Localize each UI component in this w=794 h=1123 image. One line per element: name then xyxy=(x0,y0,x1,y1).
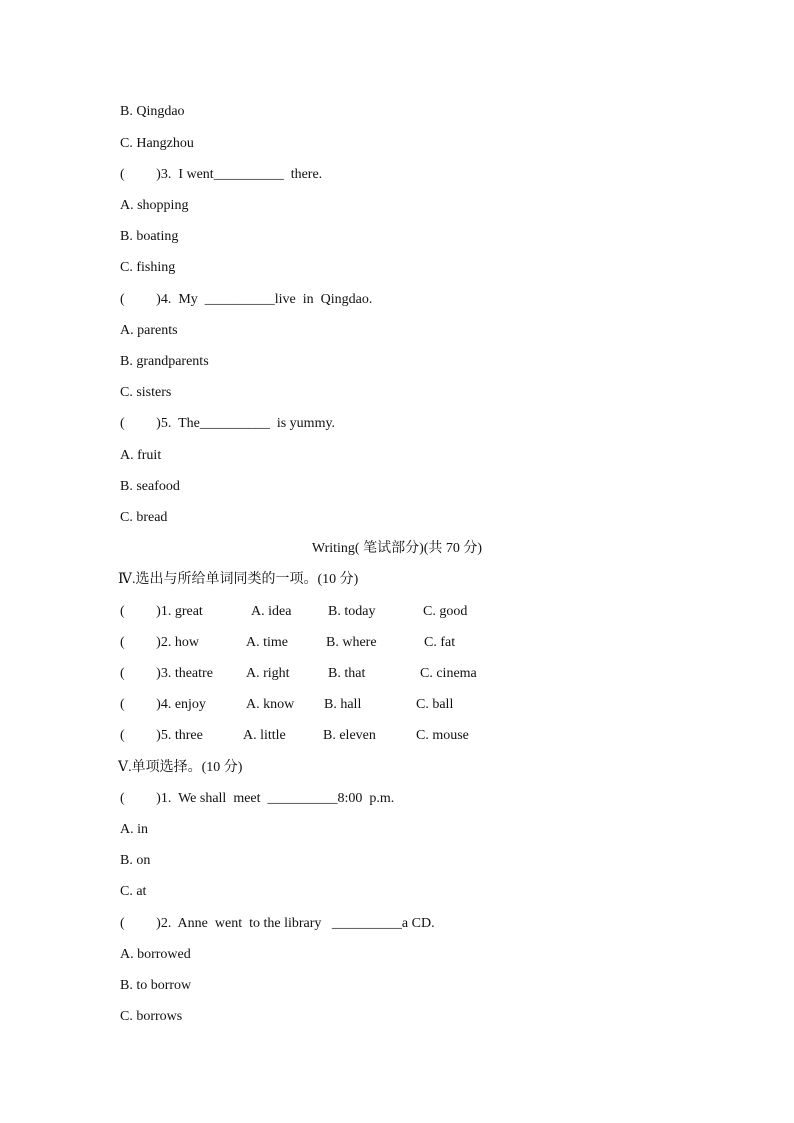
row-option-b: B. that xyxy=(328,666,366,681)
option-a-parents: A. parents xyxy=(120,323,178,338)
row-option-b: B. where xyxy=(326,635,377,650)
section-5-heading: Ⅴ.单项选择。(10 分) xyxy=(118,760,243,775)
row-option-a: A. right xyxy=(246,666,290,681)
row-question: ( )2. how xyxy=(120,635,199,650)
row-option-a: A. idea xyxy=(251,604,292,619)
row-option-c: C. ball xyxy=(416,697,454,712)
section-4-row-4 xyxy=(120,696,540,714)
writing-section-title: Writing( 笔试部分)(共 70 分) xyxy=(311,541,483,556)
section-5-question-1: ( )1. We shall meet __________8:00 p.m. xyxy=(120,791,395,806)
option-c-bread: C. bread xyxy=(120,510,168,525)
question-5: ( )5. The__________ is yummy. xyxy=(120,416,336,431)
option-c-fishing: C. fishing xyxy=(120,260,176,275)
section-4-row-3 xyxy=(120,665,540,683)
option-b-to-borrow: B. to borrow xyxy=(120,978,192,993)
section-4-row-5 xyxy=(120,727,540,745)
option-a-shopping: A. shopping xyxy=(120,198,189,213)
option-c-hangzhou: C. Hangzhou xyxy=(120,136,194,151)
row-option-a: A. know xyxy=(246,697,295,712)
option-b-grandparents: B. grandparents xyxy=(120,354,209,369)
question-3: ( )3. I went__________ there. xyxy=(120,167,323,182)
row-option-b: B. hall xyxy=(324,697,362,712)
option-a-borrowed: A. borrowed xyxy=(120,947,191,962)
option-a-in: A. in xyxy=(120,822,148,837)
row-option-c: C. cinema xyxy=(420,666,477,681)
row-option-b: B. today xyxy=(328,604,376,619)
row-question: ( )4. enjoy xyxy=(120,697,206,712)
section-4-row-2 xyxy=(120,634,540,652)
option-b-on: B. on xyxy=(120,853,151,868)
option-b-qingdao: B. Qingdao xyxy=(120,104,185,119)
section-5-question-2: ( )2. Anne went to the library __________a CD. xyxy=(120,916,435,931)
row-question: ( )5. three xyxy=(120,728,203,743)
option-b-seafood: B. seafood xyxy=(120,479,180,494)
option-c-at: C. at xyxy=(120,884,147,899)
row-option-b: B. eleven xyxy=(323,728,376,743)
row-option-c: C. mouse xyxy=(416,728,469,743)
section-4-row-1 xyxy=(120,603,540,621)
row-question: ( )1. great xyxy=(120,604,203,619)
option-b-boating: B. boating xyxy=(120,229,179,244)
row-question: ( )3. theatre xyxy=(120,666,213,681)
section-4-heading: Ⅳ.选出与所给单词同类的一项。(10 分) xyxy=(118,572,359,587)
row-option-c: C. good xyxy=(423,604,468,619)
row-option-a: A. little xyxy=(243,728,286,743)
row-option-c: C. fat xyxy=(424,635,456,650)
question-4: ( )4. My __________live in Qingdao. xyxy=(120,292,373,307)
row-option-a: A. time xyxy=(246,635,288,650)
option-a-fruit: A. fruit xyxy=(120,448,162,463)
option-c-borrows: C. borrows xyxy=(120,1009,183,1024)
option-c-sisters: C. sisters xyxy=(120,385,172,400)
